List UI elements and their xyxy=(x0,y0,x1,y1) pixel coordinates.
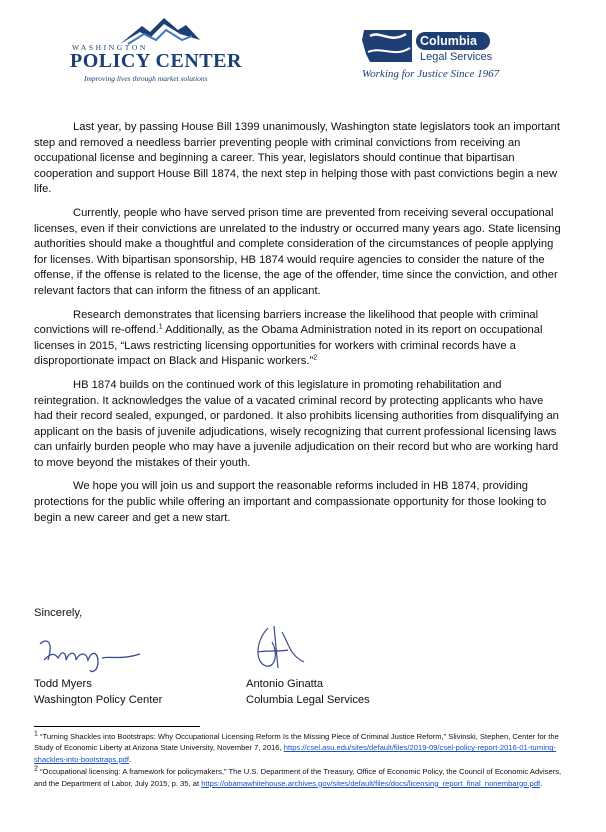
signer-left-org: Washington Policy Center xyxy=(34,694,163,706)
antonio-ginatta-signature xyxy=(248,622,308,674)
paragraph-1: Last year, by passing House Bill 1399 unanimously, Washington state legislators took an important step and removed a needless barrier preventing people with criminal convictions from receiving an occupational license and beginning a career. This year, legislators should continue that bipartisan cooperation and support House Bill 1874, the next step in helping those with past convictions begin a new life. xyxy=(34,121,560,196)
footnote-2-end: . xyxy=(540,778,543,788)
footnote-2-number: 2 xyxy=(34,765,38,773)
cls-logo-tagline: Working for Justice Since 1967 xyxy=(362,68,500,80)
sincerely-closing: Sincerely, xyxy=(34,607,83,619)
footnote-divider xyxy=(34,726,200,727)
signer-right-name: Antonio Ginatta xyxy=(246,678,324,690)
paragraph-4: HB 1874 builds on the continued work of this legislature in promoting rehabilitation and reintegration. It acknowledges the value of a vacated criminal record by protecting applicants who have had their record sealed, expunged, or pardoned. It also prohibits licensing authorities from disqualifying an applicant on the basis of juvenile adjudications, wisely recognizing that current professional licensing laws can unfairly burden people who may have a juvenile adjudication on their record but who are working hard to move beyond the mistakes of their youth. xyxy=(34,378,559,469)
paragraph-5: We hope you will join us and support the reasonable reforms included in HB 1874, providing protections for the public while offering an important and compassionate opportunity for those looking to begin a new career and get a new start. xyxy=(34,480,547,524)
letter-body xyxy=(34,120,564,534)
columbia-legal-services-logo xyxy=(362,24,512,88)
footnote-1-link[interactable]: https://csel.asu.edu/sites/default/files/2019-09/csel-policy-report-2016-01-turning-shackles-into-bootstraps.pdf xyxy=(34,743,557,764)
paragraph-3-part-2: Additionally, as the Obama Administration noted in its report on occupational licenses in 2015, “Laws restricting licensing opportunities for workers with criminal records have a disproportionate impact on Black and Hispanic workers.” xyxy=(34,324,543,368)
wpc-logo-tagline: Improving lives through market solutions xyxy=(84,74,208,83)
footnotes xyxy=(34,731,574,790)
footnote-1-end: . xyxy=(128,754,132,764)
paragraph-3 xyxy=(34,308,564,370)
footnote-1-number: 1 xyxy=(34,730,38,738)
washington-policy-center-logo xyxy=(58,16,258,86)
paragraph-3-part-1: Research demonstrates that licensing barriers increase the likelihood that people with criminal convictions will re-offend. xyxy=(34,308,539,337)
footnote-2 xyxy=(34,766,574,789)
signer-left xyxy=(34,676,162,708)
wpc-logo-line2: POLICY CENTER xyxy=(70,50,242,72)
cls-logo-line1: Columbia xyxy=(420,34,477,48)
signer-right-org: Columbia Legal Services xyxy=(246,694,370,706)
signer-right xyxy=(246,676,370,708)
footnote-1 xyxy=(34,731,574,765)
mountain-icon xyxy=(120,16,200,46)
footnote-ref-2: 2 xyxy=(313,354,318,362)
paragraph-2: Currently, people who have served prison time are prevented from receiving several occupational licenses, even if their convictions are unrelated to the industry or occurred many years ago. State licensing authorities should make a thoughtful and complete consideration of the circumstances of people applying for licenses. With bipartisan sponsorship, HB 1874 would require agencies to consider the nature of the offense, if the offense is related to the license, the age of the offender, time since the conviction, and other relevant factors that can inform the fitness of an applicant. xyxy=(34,206,561,297)
footnote-ref-1: 1 xyxy=(158,323,163,331)
wpc-logo-line1: WASHINGTON xyxy=(72,43,148,52)
signer-left-name: Todd Myers xyxy=(34,678,92,690)
todd-myers-signature xyxy=(36,630,146,676)
footnote-2-text: “Occupational licensing: A framework for policymakers,” The U.S. Department of the Treasury, Office of Economic Policy, the Council of Economic Advisers, and the Department of Labor, July 2015, p. 35, at xyxy=(34,767,562,788)
footnote-2-link[interactable]: https://obamawhitehouse.archives.gov/sites/default/files/docs/licensing_report_final_nonembargo.pdf xyxy=(201,778,541,788)
cls-logo-line2: Legal Services xyxy=(420,51,493,63)
footnote-1-text: “Turning Shackles into Bootstraps: Why Occupational Licensing Reform Is the Missing Piece of Criminal Justice Reform,” Slivinski, Stephen, Center for the Study of Economic Liberty at Arizona State University, November 7, 2016, xyxy=(34,732,559,753)
